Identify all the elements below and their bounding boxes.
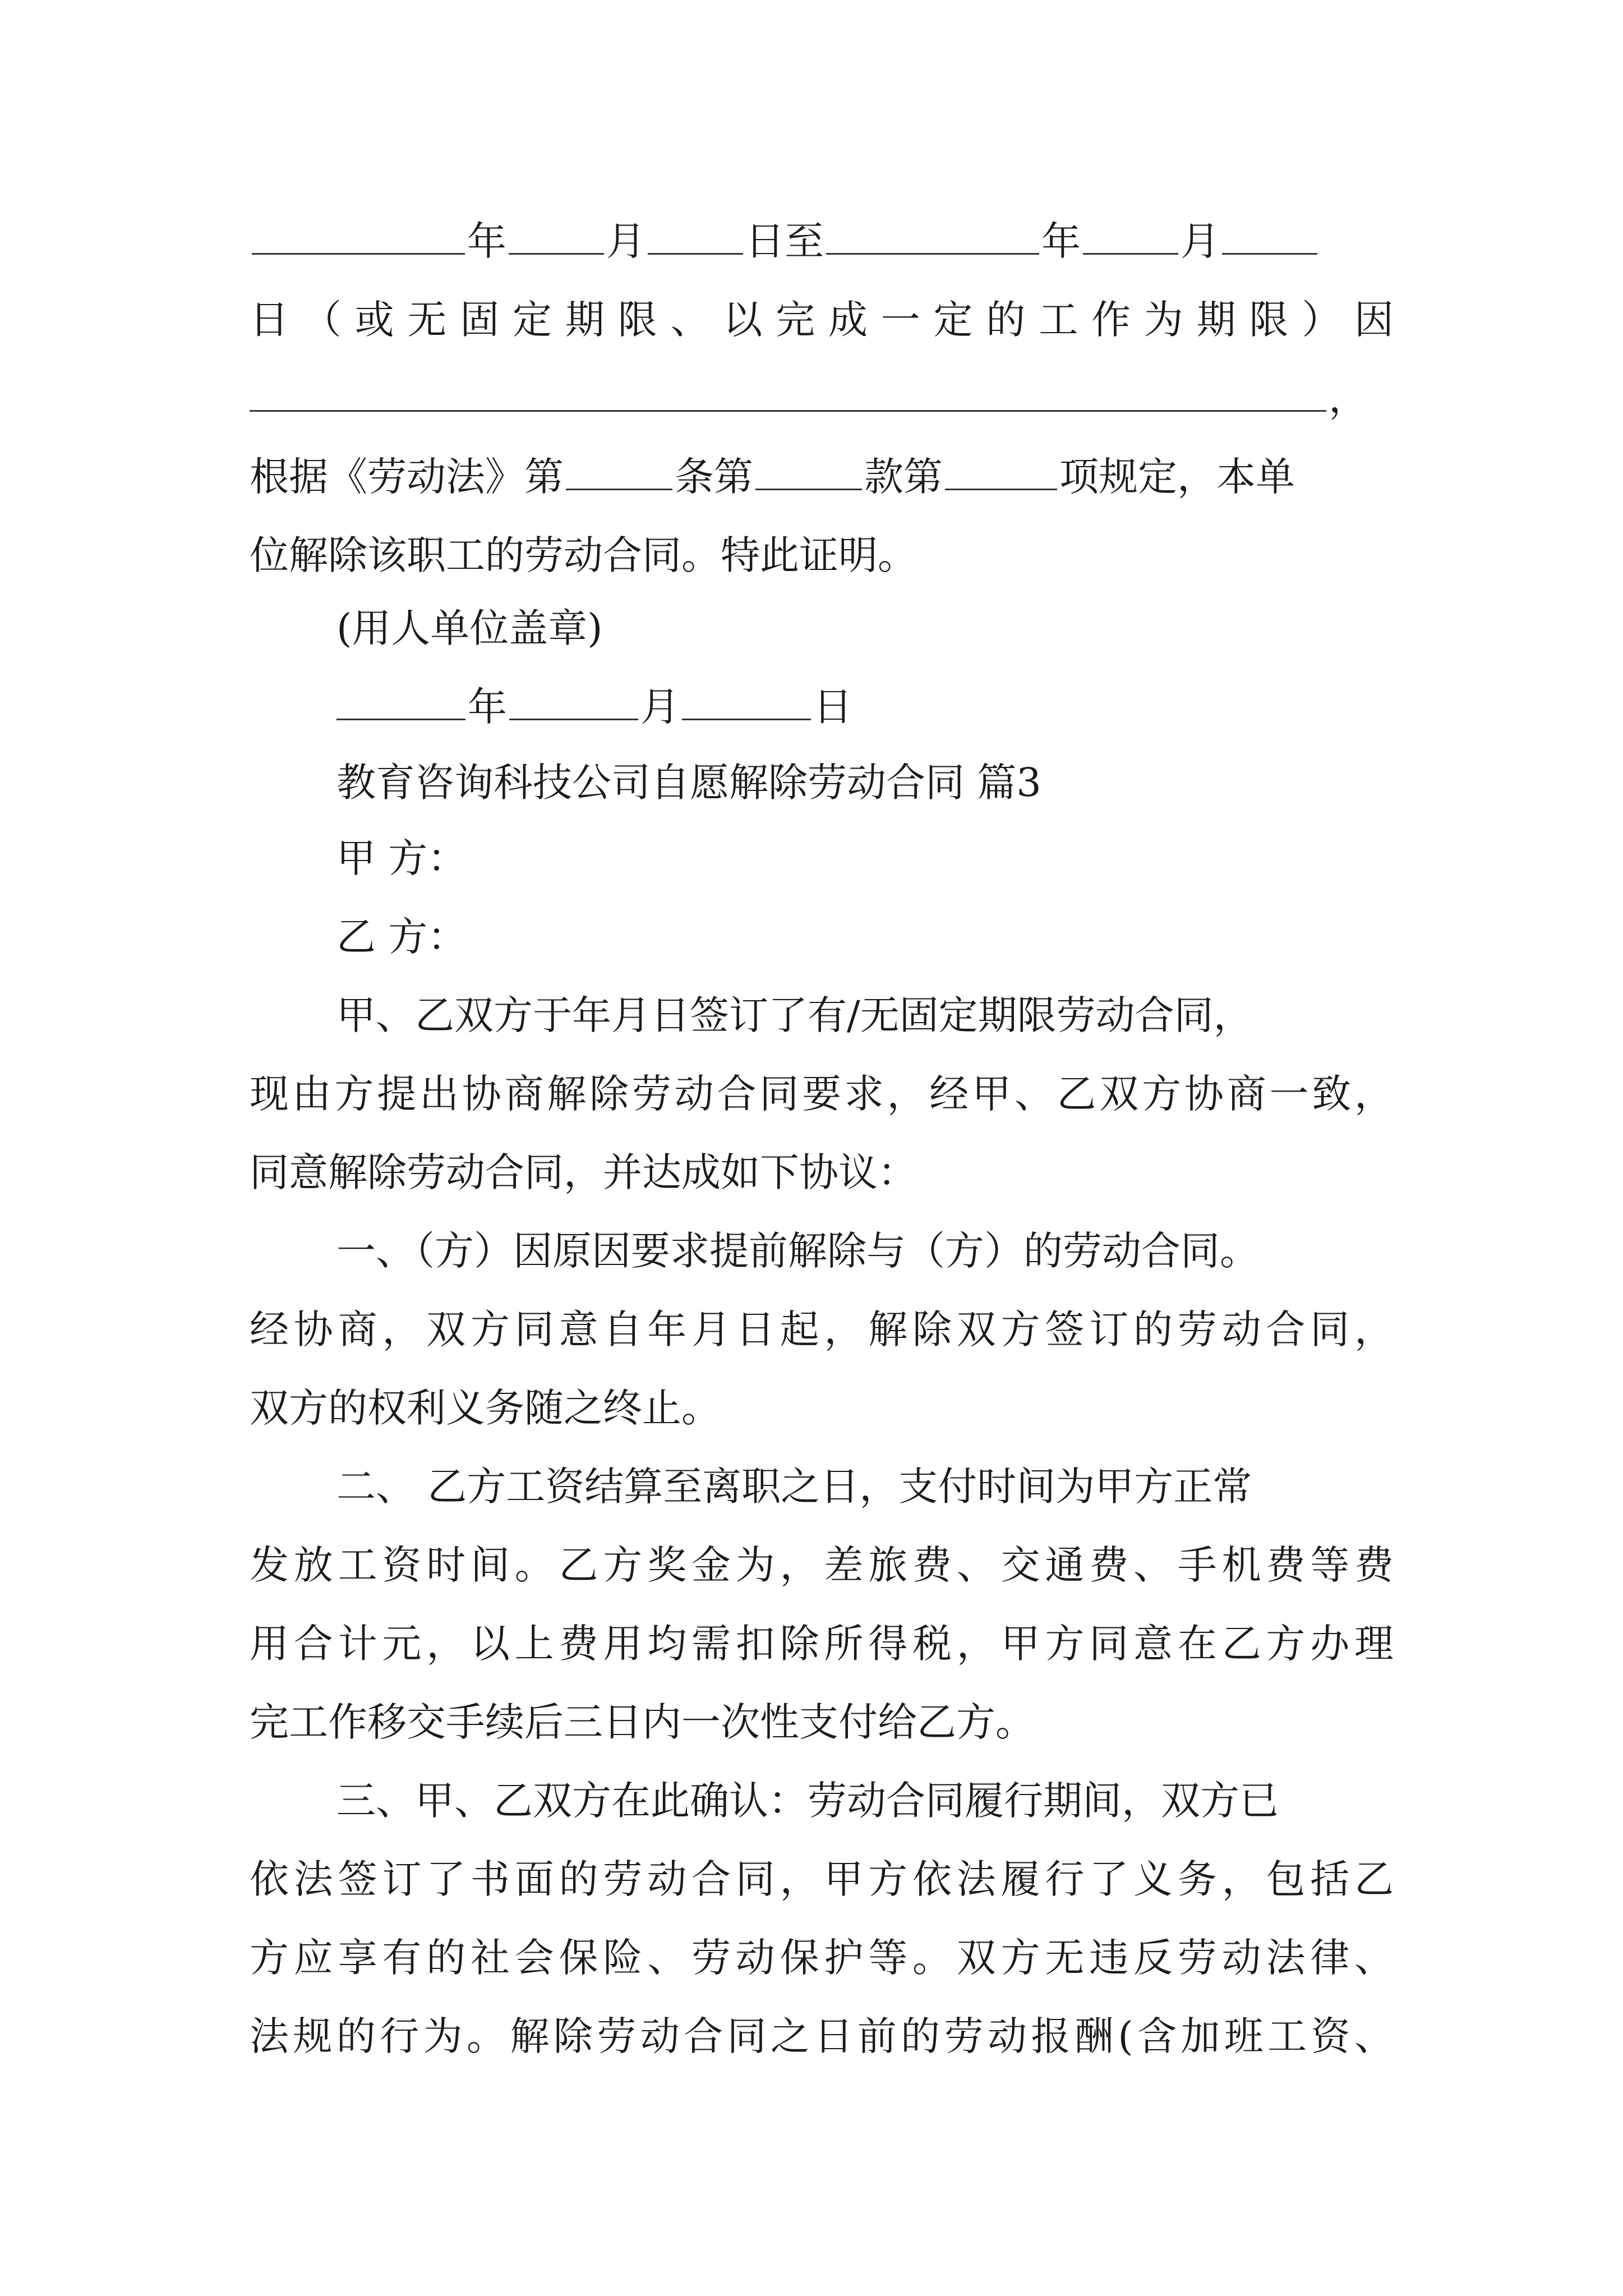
paragraph-line: 三、甲、乙双方在此确认：劳动合同履行期间，双方已 <box>336 1778 1279 1824</box>
section-title: 教育咨询科技公司自愿解除劳动合同 篇3 <box>336 760 1041 806</box>
blank-field <box>682 685 811 720</box>
year-label: 年 <box>1041 218 1081 264</box>
seal-label: (用人单位盖章) <box>336 605 603 651</box>
law-reference-line <box>250 449 1394 505</box>
blank-field <box>945 455 1057 490</box>
paragraph-line: 甲、乙双方于年月日签订了有/无固定期限劳动合同， <box>336 992 1253 1038</box>
paragraph-line: 法规的行为。解除劳动合同之日前的劳动报酬(含加班工资、 <box>250 2013 1394 2059</box>
paragraph-line: 发放工资时间。乙方奖金为，差旅费、交通费、手机费等费 <box>250 1542 1394 1588</box>
paragraph-line: 现由方提出协商解除劳动合同要求，经甲、乙双方协商一致， <box>250 1071 1394 1117</box>
blank-field <box>826 219 1039 255</box>
month-label: 月 <box>1181 218 1220 264</box>
party-b-label: 乙 方： <box>336 914 467 960</box>
blank-field <box>336 685 465 720</box>
day-label: 日 <box>813 684 852 730</box>
paragraph-line: 同意解除劳动合同，并达成如下协议： <box>250 1149 917 1195</box>
blank-field <box>648 219 743 255</box>
blank-field <box>755 455 862 490</box>
law-prefix: 根据《劳动法》第 <box>250 454 564 500</box>
reason-blank-line <box>250 370 1394 426</box>
paragraph-line: 经协商，双方同意自年月日起，解除双方签订的劳动合同， <box>250 1306 1394 1352</box>
month-label: 月 <box>606 218 645 264</box>
blank-field <box>1222 219 1317 255</box>
month-label: 月 <box>640 684 680 730</box>
blank-field <box>509 685 638 720</box>
blank-field <box>1083 219 1178 255</box>
sign-date-line <box>250 679 1394 735</box>
blank-field <box>566 455 672 490</box>
item-label: 项规定，本单 <box>1059 454 1295 500</box>
paragraph-line: 双方的权利义务随之终止。 <box>250 1385 721 1431</box>
blank-field <box>250 376 1326 412</box>
paragraph-line: 用合计元，以上费用均需扣除所得税，甲方同意在乙方办理 <box>250 1621 1394 1667</box>
year-label: 年 <box>468 684 507 730</box>
paragraph-line: 二、 乙方工资结算至离职之日，支付时间为甲方正常 <box>336 1464 1252 1510</box>
paragraph-line: 完工作移交手续后三日内一次性支付给乙方。 <box>250 1699 1035 1745</box>
text-line: 位解除该职工的劳动合同。特此证明。 <box>250 532 917 578</box>
party-a-label: 甲 方： <box>336 835 467 881</box>
text-line: 日（或无固定期限、以完成一定的工作为期限）因 <box>250 297 1394 343</box>
blank-field <box>509 219 604 255</box>
paragraph-line: 依法签订了书面的劳动合同，甲方依法履行了义务，包括乙 <box>250 1856 1394 1902</box>
comma: ， <box>1329 375 1368 421</box>
clause-label: 款第 <box>864 454 943 500</box>
date-range-line <box>250 213 1394 269</box>
paragraph-line: 一、（方）因原因要求提前解除与（方）的劳动合同。 <box>336 1228 1259 1274</box>
year-label: 年 <box>467 218 506 264</box>
article-label: 条第 <box>675 454 753 500</box>
paragraph-line: 方应享有的社会保险、劳动保护等。双方无违反劳动法律、 <box>250 1935 1394 1981</box>
day-to-label: 日至 <box>745 218 824 264</box>
blank-field <box>252 219 465 255</box>
